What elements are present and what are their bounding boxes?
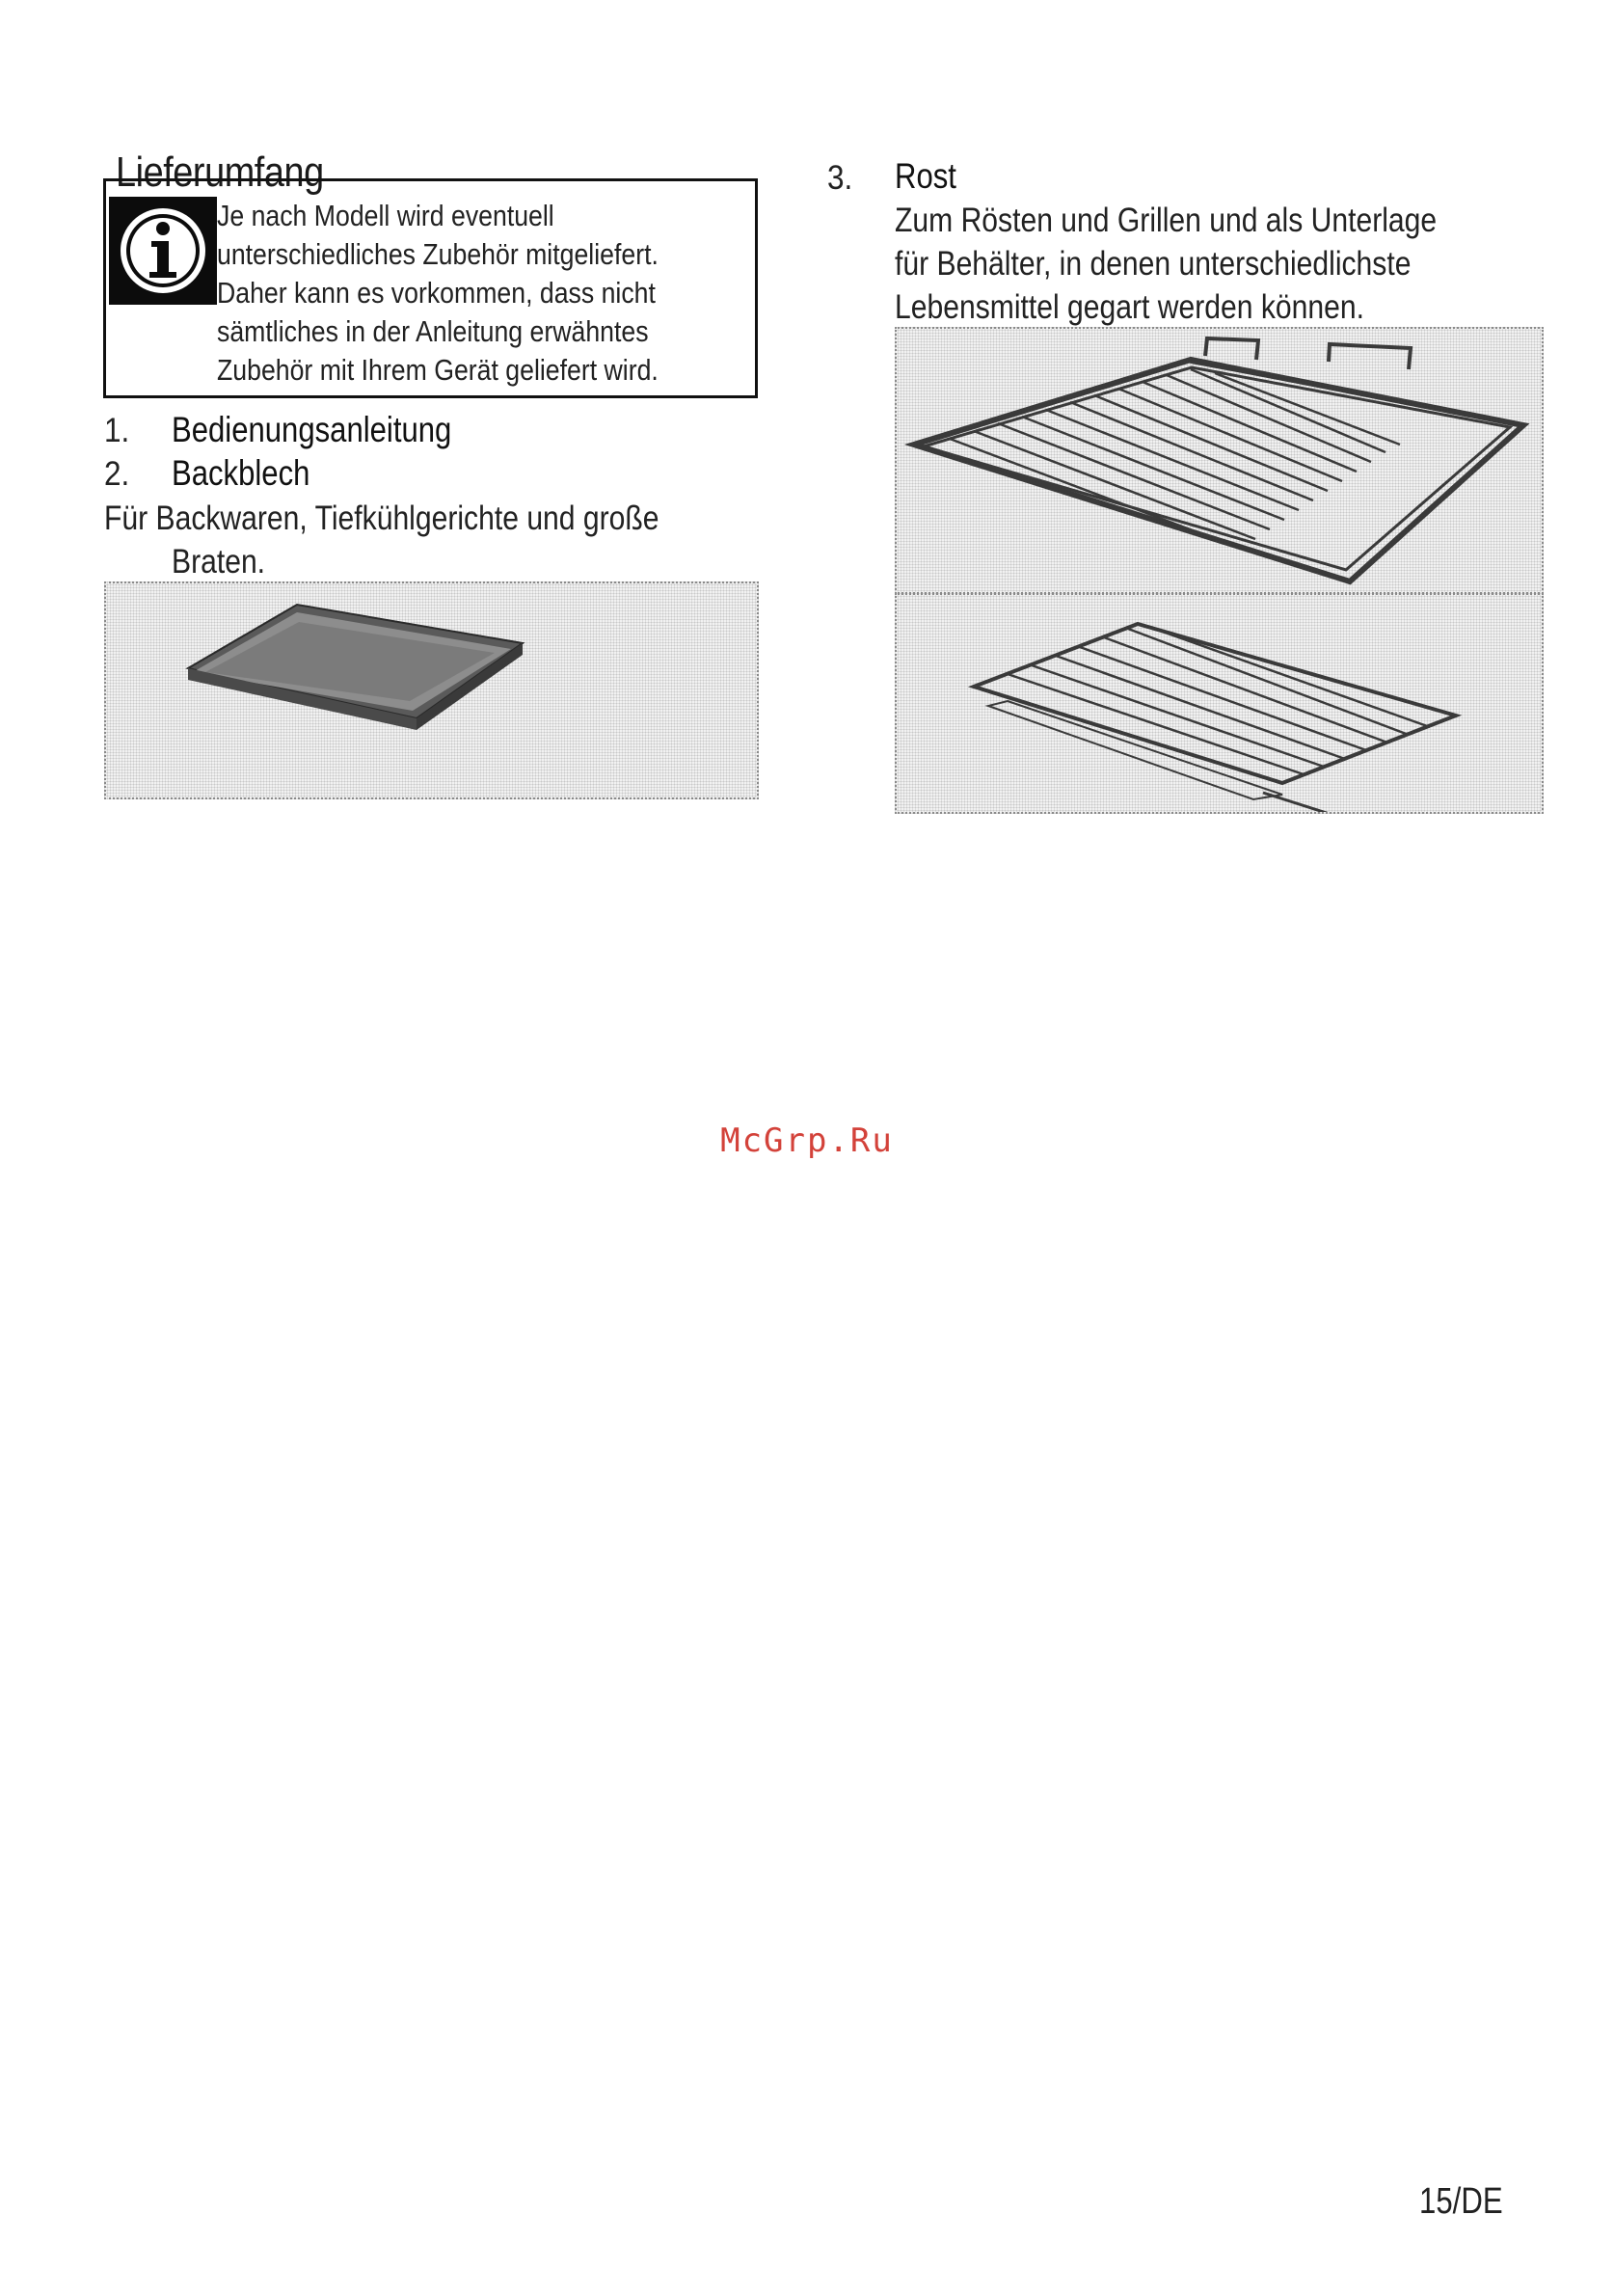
item-title-bedienungsanleitung: Bedienungsanleitung (172, 410, 452, 449)
info-icon (109, 197, 217, 305)
item-description-line: Zum Rösten und Grillen und als Unterlage (895, 202, 1438, 239)
info-text (217, 197, 659, 390)
page-title: Lieferumfang (116, 149, 324, 197)
watermark: McGrp.Ru (720, 1121, 894, 1160)
item-description-line: Für Backwaren, Tiefkühlgerichte und große (104, 500, 659, 537)
wire-grid-rack-image (895, 327, 1544, 594)
item-description-line: Lebensmittel gegart werden können. (895, 288, 1364, 326)
info-line: unterschiedliches Zubehör mitgeliefert. (217, 237, 659, 271)
info-line: sämtliches in der Anleitung erwähntes (217, 314, 649, 348)
item-description-line: Braten. (172, 543, 266, 581)
wire-rack-shelf-image (895, 593, 1544, 814)
item-number: 3. (827, 159, 853, 197)
item-number: 1. (104, 412, 130, 449)
info-line: Zubehör mit Ihrem Gerät geliefert wird. (217, 353, 659, 387)
page-number: 15/DE (1419, 2181, 1503, 2222)
item-number: 2. (104, 455, 130, 493)
item-title-rost: Rost (895, 156, 956, 196)
info-box (103, 178, 758, 398)
info-line: Je nach Modell wird eventuell (217, 199, 554, 232)
baking-tray-image (104, 581, 759, 799)
item-description-line: für Behälter, in denen unterschiedlichste (895, 245, 1412, 283)
info-line: Daher kann es vorkommen, dass nicht (217, 276, 656, 310)
item-title-backblech: Backblech (172, 453, 310, 493)
